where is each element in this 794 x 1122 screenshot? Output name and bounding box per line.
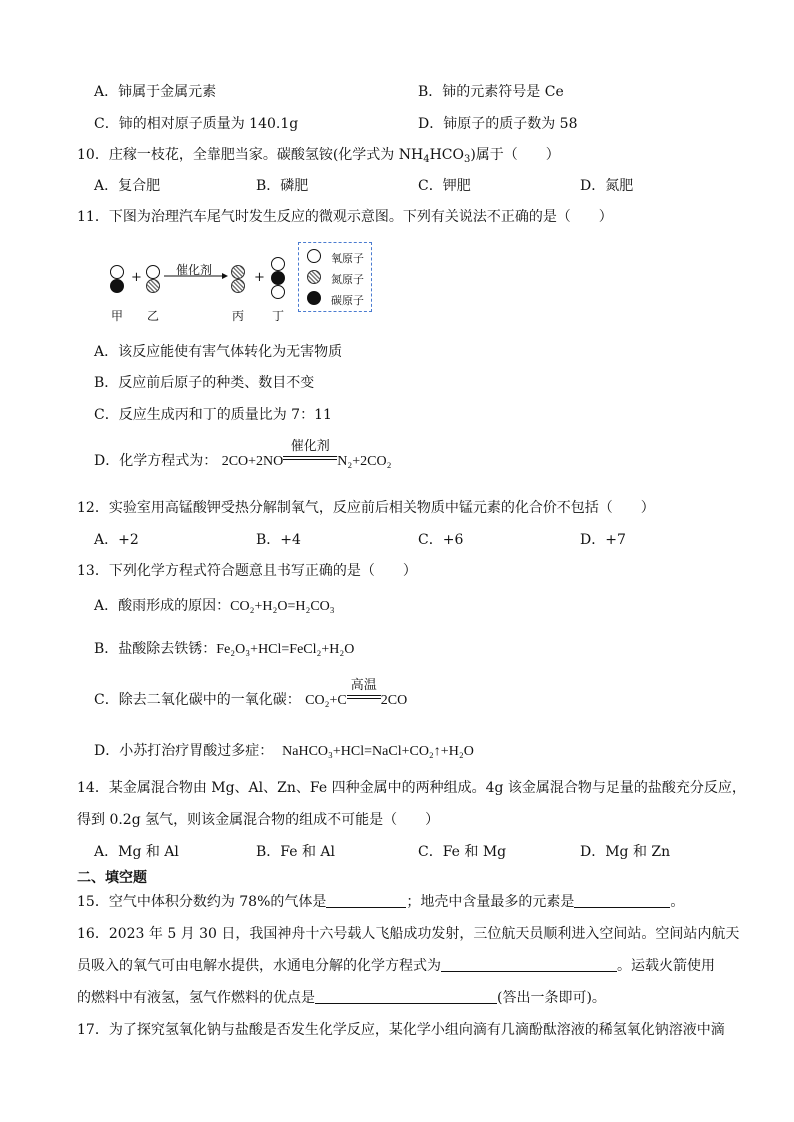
q13-stem: 13．下列化学方程式符合题意且书写正确的是（ ） xyxy=(77,563,417,579)
q9-option-a: A．铈属于金属元素 xyxy=(94,84,217,100)
carbon-atom-icon xyxy=(110,279,124,293)
q9-option-b: B．铈的元素符号是 Ce xyxy=(418,84,564,100)
q11-option-a: A．该反应能使有害气体转化为无害物质 xyxy=(94,344,343,360)
answer-blank[interactable] xyxy=(315,989,497,1004)
q12-stem: 12．实验室用高锰酸钾受热分解制氧气，反应前后相关物质中锰元素的化合价不包括（ ） xyxy=(77,500,655,516)
q14-option-a: A．Mg 和 Al xyxy=(94,844,179,860)
q11-option-c: C．反应生成丙和丁的质量比为 7：11 xyxy=(94,407,332,423)
q11-option-b: B．反应前后原子的种类、数目不变 xyxy=(94,375,315,391)
carbon-atom-icon xyxy=(307,291,321,305)
q13-option-c: C．除去二氧化碳中的一氧化碳： CO₂+C 高温 2CO xyxy=(94,677,408,708)
reaction-arrow-icon xyxy=(164,270,228,282)
q15-stem: 15．空气中体积分数约为 78%的气体是 ；地壳中含量最多的元素是 。 xyxy=(77,894,685,910)
nitrogen-atom-icon xyxy=(231,279,245,293)
molecule-label-yi: 乙 xyxy=(147,309,160,323)
carbon-atom-icon xyxy=(271,271,285,285)
oxygen-atom-icon xyxy=(271,285,285,299)
q9-option-c: C．铈的相对原子质量为 140.1g xyxy=(94,116,299,132)
molecule-label-ding: 丁 xyxy=(272,309,285,323)
plus-sign: + xyxy=(254,270,265,285)
answer-blank[interactable] xyxy=(441,957,617,972)
atom-legend xyxy=(298,242,372,312)
nitrogen-atom-icon xyxy=(307,270,321,284)
nitrogen-atom-icon xyxy=(146,279,160,293)
plus-sign: + xyxy=(131,270,142,285)
q12-option-b: B．+4 xyxy=(256,532,301,548)
q9-option-d: D．铈原子的质子数为 58 xyxy=(418,116,578,132)
q14-option-b: B．Fe 和 Al xyxy=(256,844,336,860)
oxygen-atom-icon xyxy=(110,265,124,279)
oxygen-atom-icon xyxy=(271,257,285,271)
q13-option-b: B．盐酸除去铁锈：Fe₂O₃+HCl=FeCl₂+H₂O xyxy=(94,641,355,657)
legend-carbon: 碳原子 xyxy=(331,294,364,307)
q12-option-d: D．+7 xyxy=(580,532,626,548)
section-heading: 二、填空题 xyxy=(77,870,147,886)
q12-option-a: A．+2 xyxy=(94,532,139,548)
q13-option-a: A．酸雨形成的原因：CO₂+H₂O=H₂CO₃ xyxy=(94,598,335,614)
q14-stem-line1: 14．某金属混合物由 Mg、Al、Zn、Fe 四种金属中的两种组成。4g 该金属混合物与足量的盐酸充分反应， xyxy=(77,780,746,796)
catalyst-label: 催化剂 xyxy=(176,263,213,277)
oxygen-atom-icon xyxy=(307,249,321,263)
molecule-label-bing: 丙 xyxy=(232,309,245,323)
q16-stem-line3: 的燃料中有液氢，氢气作燃料的优点是 (答出一条即可)。 xyxy=(77,990,606,1006)
q17-stem-line1: 17．为了探究氢氧化钠与盐酸是否发生化学反应，某化学小组向滴有几滴酚酞溶液的稀氢氧化钠溶液中滴 xyxy=(77,1022,725,1038)
q14-option-d: D．Mg 和 Zn xyxy=(580,844,671,860)
legend-nitrogen: 氮原子 xyxy=(331,273,364,286)
legend-oxygen: 氧原子 xyxy=(331,252,364,265)
q11-equation: 2CO+2NO 催化剂 N₂+2CO₂ xyxy=(221,438,392,469)
oxygen-atom-icon xyxy=(146,265,160,279)
q14-option-c: C．Fe 和 Mg xyxy=(418,844,507,860)
molecule-label-jia: 甲 xyxy=(111,309,124,323)
q10-option-c: C．钾肥 xyxy=(418,178,471,194)
q16-stem-line2: 员吸入的氧气可由电解水提供，水通电分解的化学方程式为 。运载火箭使用 xyxy=(77,958,715,974)
q11-option-d: D．化学方程式为： 2CO+2NO 催化剂 N₂+2CO₂ xyxy=(94,438,392,469)
q13-option-d: D．小苏打治疗胃酸过多症： NaHCO₃+HCl=NaCl+CO₂↑+H₂O xyxy=(94,743,474,759)
q10-option-b: B．磷肥 xyxy=(256,178,309,194)
q12-option-c: C．+6 xyxy=(418,532,464,548)
q16-stem-line1: 16．2023 年 5 月 30 日，我国神舟十六号载人飞船成功发射，三位航天员顺利进入空间站。空间站内航天 xyxy=(77,926,740,942)
q10-stem: 10．庄稼一枝花，全靠肥当家。碳酸氢铵(化学式为 $NH_4HCO_3$)属于（ ） xyxy=(77,147,560,165)
q11-stem: 11．下图为治理汽车尾气时发生反应的微观示意图。下列有关说法不正确的是（ ） xyxy=(77,209,613,225)
q14-stem-line2: 得到 0.2g 氢气，则该金属混合物的组成不可能是（ ） xyxy=(77,812,440,828)
q10-option-a: A．复合肥 xyxy=(94,178,161,194)
q10-option-d: D．氮肥 xyxy=(580,178,634,194)
nitrogen-atom-icon xyxy=(231,265,245,279)
answer-blank[interactable] xyxy=(574,893,670,908)
answer-blank[interactable] xyxy=(326,893,406,908)
